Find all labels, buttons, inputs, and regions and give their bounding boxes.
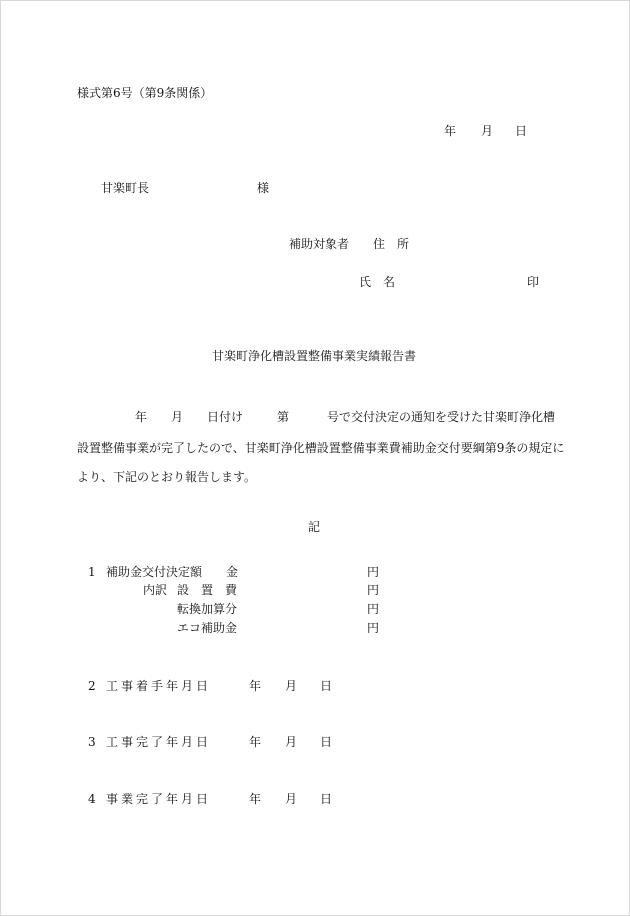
item-day: 日 [320, 792, 333, 806]
item-month: 月 [285, 792, 298, 806]
breakdown-installation: 設 置 費 [177, 583, 238, 597]
item-number: 3 [88, 735, 96, 749]
ref-month: 月 [171, 410, 184, 424]
item-day: 日 [320, 735, 333, 749]
item-year: 年 [249, 792, 262, 806]
yen-unit: 円 [367, 621, 380, 635]
item-year: 年 [249, 735, 262, 749]
ki-heading: 記 [308, 520, 321, 534]
yen-unit: 円 [367, 583, 380, 597]
date-month: 月 [481, 124, 494, 138]
body-line-1: 号で交付決定の通知を受けた甘楽町浄化槽 [327, 410, 556, 424]
item-month: 月 [285, 679, 298, 693]
address-label: 住 所 [373, 237, 410, 251]
item-number: 1 [88, 565, 96, 579]
seal-mark: 印 [527, 275, 540, 289]
ref-dated: 日付け [207, 410, 244, 424]
date-year: 年 [444, 124, 457, 138]
item-number: 4 [88, 792, 96, 806]
ref-year: 年 [135, 410, 148, 424]
applicant-label: 補助対象者 [289, 237, 350, 251]
body-line-2: 設置整備事業が完了したので、甘楽町浄化槽設置整備事業費補助金交付要綱第9条の規定に [77, 441, 565, 455]
item-number: 2 [88, 679, 96, 693]
item-day: 日 [320, 679, 333, 693]
form-number: 様式第6号（第9条関係） [77, 86, 213, 100]
item-year: 年 [249, 679, 262, 693]
ref-no-prefix: 第 [277, 410, 290, 424]
item-label: 事業完了年月日 [106, 792, 212, 806]
yen-unit: 円 [367, 565, 380, 579]
item-label: 補助金交付決定額 [106, 565, 203, 579]
item-label: 工事完了年月日 [106, 735, 212, 749]
addressee-suffix: 様 [257, 181, 270, 195]
item-month: 月 [285, 735, 298, 749]
item-label: 工事着手年月日 [106, 679, 212, 693]
breakdown-label: 内訳 [143, 583, 168, 597]
yen-unit: 円 [367, 602, 380, 616]
breakdown-conversion: 転換加算分 [177, 602, 238, 616]
body-line-3: より、下記のとおり報告します。 [77, 470, 257, 484]
date-day: 日 [515, 124, 528, 138]
name-label: 氏 名 [359, 275, 396, 289]
document-title: 甘楽町浄化槽設置整備事業実績報告書 [212, 349, 417, 363]
addressee-name: 甘楽町長 [101, 181, 150, 195]
kin-label: 金 [226, 565, 239, 579]
breakdown-eco: エコ補助金 [177, 621, 238, 635]
